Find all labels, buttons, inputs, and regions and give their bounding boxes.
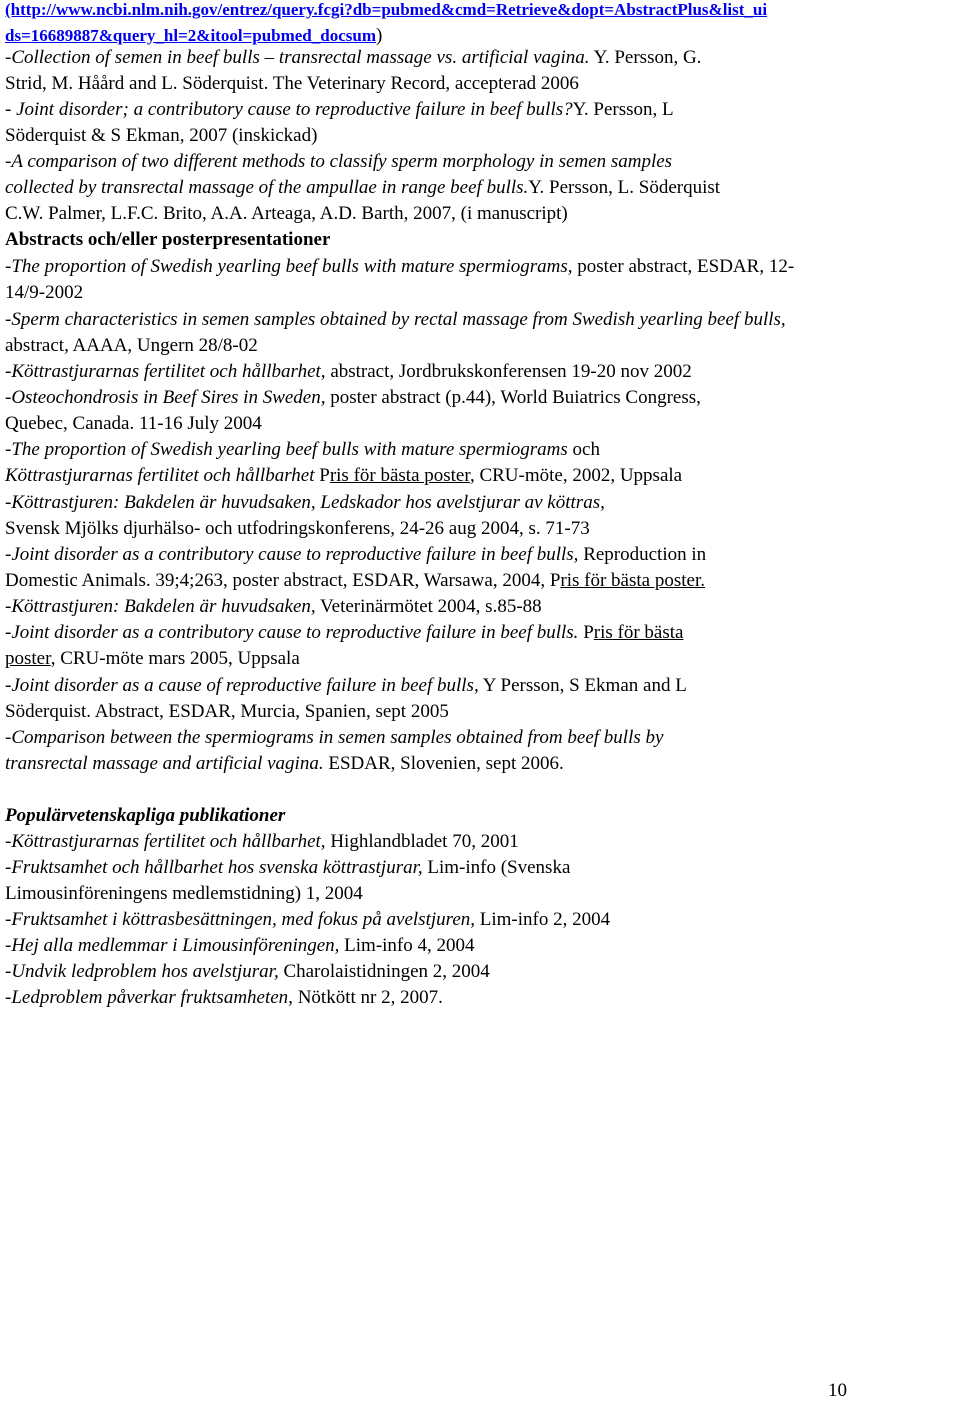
abstract-10-line-1: -Joint disorder as a cause of reproductive failure in beef bulls, Y Persson, S Ekman and L xyxy=(5,675,687,696)
pubmed-link[interactable]: (http://www.ncbi.nlm.nih.gov/entrez/query.fcgi?db=pubmed&cmd=Retrieve&dopt=AbstractPlus&list_ui xyxy=(5,0,768,19)
abstract-1-line-1: -The proportion of Swedish yearling beef bulls with mature spermiograms, poster abstract, ESDAR, 12- xyxy=(5,256,795,277)
popular-4: -Hej alla medlemmar i Limousinföreningen, Lim-info 4, 2004 xyxy=(5,935,475,956)
url-line-1 xyxy=(5,0,767,23)
abstract-10-line-2: Söderquist. Abstract, ESDAR, Murcia, Spanien, sept 2005 xyxy=(5,701,449,722)
abstract-9-line-2: poster, CRU-möte mars 2005, Uppsala xyxy=(5,648,300,669)
abstract-11-line-2: transrectal massage and artificial vagina. ESDAR, Slovenien, sept 2006. xyxy=(5,753,564,774)
abstract-1-line-2: 14/9-2002 xyxy=(5,282,84,303)
prize-note: ris för bästa poster. xyxy=(560,570,705,591)
page-number: 10 xyxy=(828,1380,847,1401)
prize-note: poster xyxy=(5,648,51,669)
publication-3-line-3: C.W. Palmer, L.F.C. Brito, A.A. Arteaga, A.D. Barth, 2007, (i manuscript) xyxy=(5,203,568,224)
abstract-8: -Köttrastjuren: Bakdelen är huvudsaken, Veterinärmötet 2004, s.85-88 xyxy=(5,596,542,617)
abstract-11-line-1: -Comparison between the spermiograms in semen samples obtained from beef bulls by xyxy=(5,727,664,748)
publication-1-line-2: Strid, M. Håård and L. Söderquist. The Veterinary Record, accepterad 2006 xyxy=(5,73,579,94)
publication-3-line-1: -A comparison of two different methods to classify sperm morphology in semen samples xyxy=(5,151,673,172)
prize-note: ris för bästa poster xyxy=(329,465,470,486)
abstract-4-line-2: Quebec, Canada. 11-16 July 2004 xyxy=(5,413,262,434)
abstract-5-line-1: -The proportion of Swedish yearling beef bulls with mature spermiograms och xyxy=(5,439,600,460)
popular-2-line-1: -Fruktsamhet och hållbarhet hos svenska köttrastjurar, Lim-info (Svenska xyxy=(5,857,571,878)
popular-3: -Fruktsamhet i köttrasbesättningen, med fokus på avelstjuren, Lim-info 2, 2004 xyxy=(5,909,611,930)
abstract-6-line-2: Svensk Mjölks djurhälso- och utfodringskonferens, 24-26 aug 2004, s. 71-73 xyxy=(5,518,590,539)
publication-3-line-2: collected by transrectal massage of the ampullae in range beef bulls.Y. Persson, L. Söderquist xyxy=(5,177,721,198)
publication-2-line-2: Söderquist & S Ekman, 2007 (inskickad) xyxy=(5,125,318,146)
abstract-3: -Köttrastjurarnas fertilitet och hållbarhet, abstract, Jordbrukskonferensen 19-20 nov 2002 xyxy=(5,361,692,382)
abstracts-heading: Abstracts och/eller posterpresentationer xyxy=(5,229,331,250)
abstract-2-line-2: abstract, AAAA, Ungern 28/8-02 xyxy=(5,335,258,356)
popular-1: -Köttrastjurarnas fertilitet och hållbarhet, Highlandbladet 70, 2001 xyxy=(5,831,519,852)
prize-note: ris för bästa xyxy=(593,622,684,643)
abstract-7-line-2: Domestic Animals. 39;4;263, poster abstract, ESDAR, Warsawa, 2004, Pris för bästa poster. xyxy=(5,570,705,591)
abstract-6-line-1: -Köttrastjuren: Bakdelen är huvudsaken, Ledskador hos avelstjurar av köttras, xyxy=(5,492,605,513)
pubmed-link-cont[interactable]: ds=16689887&query_hl=2&itool=pubmed_docsum xyxy=(5,26,376,45)
popular-2-line-2: Limousinföreningens medlemstidning) 1, 2004 xyxy=(5,883,363,904)
abstract-2-line-1: -Sperm characteristics in semen samples obtained by rectal massage from Swedish yearling beef bulls, xyxy=(5,309,786,330)
popular-heading: Populärvetenskapliga publikationer xyxy=(5,805,286,826)
abstract-4-line-1: -Osteochondrosis in Beef Sires in Sweden, poster abstract (p.44), World Buiatrics Congress, xyxy=(5,387,701,408)
popular-6: -Ledproblem påverkar fruktsamheten, Nötkött nr 2, 2007. xyxy=(5,987,443,1008)
publication-2-line-1: - Joint disorder; a contributory cause to reproductive failure in beef bulls?Y. Persson, L xyxy=(5,99,674,120)
abstract-5-line-2: Köttrastjurarnas fertilitet och hållbarhet Pris för bästa poster, CRU-möte, 2002, Uppsala xyxy=(5,465,683,486)
abstract-9-line-1: -Joint disorder as a contributory cause to reproductive failure in beef bulls. Pris för bästa xyxy=(5,622,684,643)
abstract-7-line-1: -Joint disorder as a contributory cause to reproductive failure in beef bulls, Reproduction in xyxy=(5,544,707,565)
publication-1-line-1: -Collection of semen in beef bulls – transrectal massage vs. artificial vagina. Y. Persson, G. xyxy=(5,47,702,68)
popular-5: -Undvik ledproblem hos avelstjurar, Charolaistidningen 2, 2004 xyxy=(5,961,490,982)
url-line-2: ds=16689887&query_hl=2&itool=pubmed_docsum) xyxy=(5,25,383,46)
